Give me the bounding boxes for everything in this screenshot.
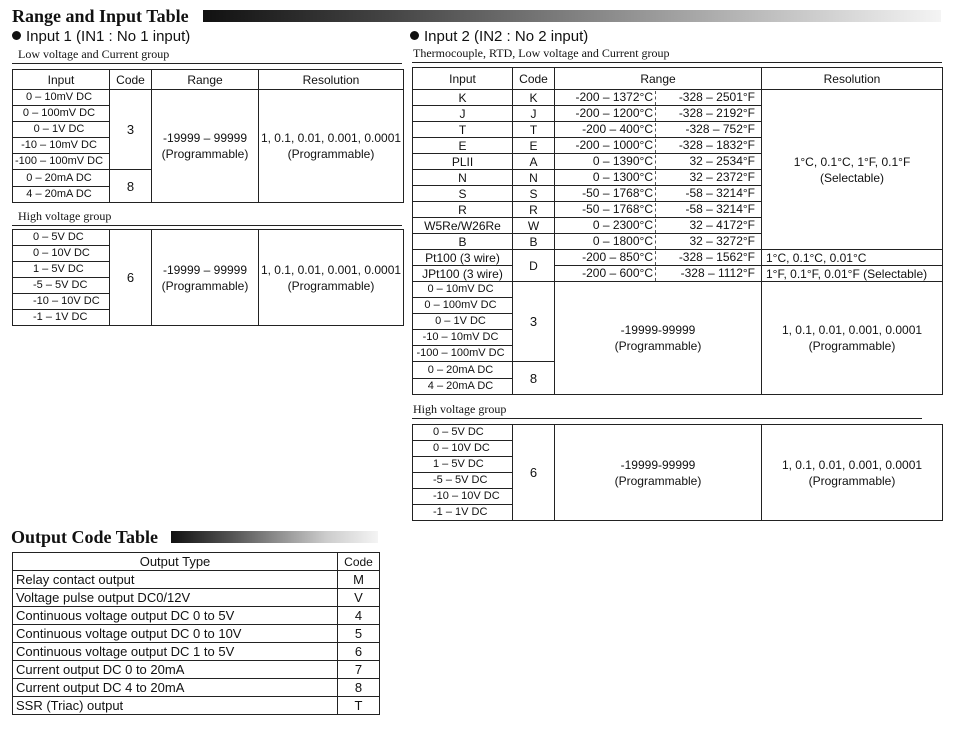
code-cell: 3 xyxy=(110,90,152,170)
code-cell: V xyxy=(338,589,380,607)
input-item: 0 – 1V DC xyxy=(13,122,109,138)
code-cell: 7 xyxy=(338,661,380,679)
input1-heading: Input 1 (IN1 : No 1 input) xyxy=(12,28,190,46)
input-item: 0 – 20mA DC xyxy=(13,171,109,187)
bullet-icon xyxy=(410,31,419,40)
input-item: -10 – 10mV DC xyxy=(413,330,512,346)
input-cell: N xyxy=(413,170,513,186)
code-cell: S xyxy=(513,186,555,202)
range-cell: 0 – 1300°C 32 – 2372°F xyxy=(555,170,762,186)
col-header-code: Code xyxy=(513,68,555,90)
range-cell: 0 – 1800°C 32 – 3272°F xyxy=(555,234,762,250)
code-cell: M xyxy=(338,571,380,589)
input-item: 4 – 20mA DC xyxy=(26,187,92,200)
code-cell: N xyxy=(513,170,555,186)
output-type-cell: Voltage pulse output DC0/12V xyxy=(13,589,338,607)
input-item: 1 – 5V DC xyxy=(13,262,109,278)
input1-high-table xyxy=(12,229,404,326)
output-type-cell: Current output DC 4 to 20mA xyxy=(13,679,338,697)
output-type-cell: SSR (Triac) output xyxy=(13,697,338,715)
code-cell: E xyxy=(513,138,555,154)
resolution-cell: 1, 0.1, 0.01, 0.001, 0.0001 (Programmable) xyxy=(762,282,943,395)
input2-low-table xyxy=(412,67,943,395)
col-header-range: Range xyxy=(152,70,259,90)
range-cell: -19999-99999 (Programmable) xyxy=(555,282,762,395)
input-item: -1 – 1V DC xyxy=(33,311,88,323)
code-cell: T xyxy=(513,122,555,138)
table-row xyxy=(13,625,380,643)
input-item: -100 – 100mV DC xyxy=(416,347,505,359)
code-cell: W xyxy=(513,218,555,234)
table-row xyxy=(413,250,943,266)
resolution-cell: 1°F, 0.1°F, 0.01°F (Selectable) xyxy=(762,266,943,282)
input-item: 0 – 10mV DC xyxy=(13,90,109,106)
range-table-title: Range and Input Table xyxy=(12,6,189,26)
col-header-code: Code xyxy=(110,70,152,90)
input-cell: S xyxy=(413,186,513,202)
divider xyxy=(412,62,942,63)
input-item: 0 – 5V DC xyxy=(13,230,109,246)
bullet-icon xyxy=(12,31,21,40)
table-row xyxy=(413,266,943,282)
range-cell: -200 – 600°C -328 – 1112°F xyxy=(555,266,762,282)
input-cell: PLII xyxy=(413,154,513,170)
col-header-input: Input xyxy=(413,68,513,90)
input-list xyxy=(13,230,110,326)
input-cell: K xyxy=(413,90,513,106)
input-list xyxy=(413,425,513,521)
input2-heading: Input 2 (IN2 : No 2 input) xyxy=(410,28,588,46)
code-cell: R xyxy=(513,202,555,218)
range-cell: -200 – 1372°C -328 – 2501°F xyxy=(555,90,762,106)
resolution-cell: 1, 0.1, 0.01, 0.001, 0.0001 (Programmable) xyxy=(762,425,943,521)
input-item: -10 – 10V DC xyxy=(13,294,109,310)
input-cell: R xyxy=(413,202,513,218)
table-row xyxy=(13,679,380,697)
table-row xyxy=(13,661,380,679)
range-cell: -200 – 850°C -328 – 1562°F xyxy=(555,250,762,266)
code-cell: K xyxy=(513,90,555,106)
output-type-cell: Continuous voltage output DC 1 to 5V xyxy=(13,643,338,661)
code-cell: 8 xyxy=(513,362,555,395)
output-type-cell: Continuous voltage output DC 0 to 10V xyxy=(13,625,338,643)
input2-high-table xyxy=(412,424,943,521)
input1-low-table xyxy=(12,69,404,203)
input1-low-group-label: Low voltage and Current group xyxy=(18,47,170,61)
range-cell: 0 – 2300°C 32 – 4172°F xyxy=(555,218,762,234)
code-cell: 4 xyxy=(338,607,380,625)
input2-high-group-label: High voltage group xyxy=(413,402,507,416)
range-cell: -50 – 1768°C -58 – 3214°F xyxy=(555,202,762,218)
input-cell: B xyxy=(413,234,513,250)
input-cell: E xyxy=(413,138,513,154)
input-cell: T xyxy=(413,122,513,138)
divider xyxy=(412,418,922,419)
table-row xyxy=(413,90,943,106)
title-gradient-bar xyxy=(203,10,941,22)
range-cell: -19999-99999 (Programmable) xyxy=(555,425,762,521)
output-type-cell: Continuous voltage output DC 0 to 5V xyxy=(13,607,338,625)
code-cell: 8 xyxy=(110,170,152,203)
range-cell: -200 – 400°C -328 – 752°F xyxy=(555,122,762,138)
table-row xyxy=(13,643,380,661)
code-cell: 8 xyxy=(338,679,380,697)
code-cell: A xyxy=(513,154,555,170)
divider xyxy=(12,225,402,226)
col-header-resolution: Resolution xyxy=(762,68,943,90)
input-item: 0 – 10V DC xyxy=(413,441,512,457)
input-item: 1 – 5V DC xyxy=(413,457,512,473)
code-cell: 5 xyxy=(338,625,380,643)
code-cell: 6 xyxy=(110,230,152,326)
code-cell: D xyxy=(513,250,555,282)
table-row xyxy=(13,697,380,715)
output-code-table xyxy=(12,552,380,715)
input-cell: Pt100 (3 wire) xyxy=(413,250,513,266)
input2-low-group-label: Thermocouple, RTD, Low voltage and Current group xyxy=(413,46,670,60)
input-cell: J xyxy=(413,106,513,122)
input-cell: W5Re/W26Re xyxy=(413,218,513,234)
input-list xyxy=(13,90,110,170)
input-item: -5 – 5V DC xyxy=(413,473,512,489)
input-item: -100 – 100mV DC xyxy=(14,155,104,167)
range-cell: -50 – 1768°C -58 – 3214°F xyxy=(555,186,762,202)
input-item: -10 – 10V DC xyxy=(413,489,512,505)
code-cell: 6 xyxy=(513,425,555,521)
input-item: 0 – 10V DC xyxy=(13,246,109,262)
input-list xyxy=(13,170,110,203)
resolution-cell: 1°C, 0.1°C, 1°F, 0.1°F (Selectable) xyxy=(762,90,943,250)
input-item: 0 – 1V DC xyxy=(413,314,512,330)
range-cell: -19999 – 99999 (Programmable) xyxy=(152,230,259,326)
code-cell: J xyxy=(513,106,555,122)
resolution-cell: 1, 0.1, 0.01, 0.001, 0.0001 (Programmable) xyxy=(259,230,404,326)
resolution-cell: 1°C, 0.1°C, 0.01°C xyxy=(762,250,943,266)
input-cell: JPt100 (3 wire) xyxy=(413,266,513,282)
code-cell: B xyxy=(513,234,555,250)
input-item: 0 – 100mV DC xyxy=(13,106,109,122)
input-list xyxy=(413,282,513,362)
table-row xyxy=(13,607,380,625)
col-header-output-type: Output Type xyxy=(13,553,338,571)
output-type-cell: Relay contact output xyxy=(13,571,338,589)
col-header-code: Code xyxy=(338,553,380,571)
input-item: 0 – 5V DC xyxy=(413,425,512,441)
range-cell: 0 – 1390°C 32 – 2534°F xyxy=(555,154,762,170)
col-header-resolution: Resolution xyxy=(259,70,404,90)
title-gradient-bar xyxy=(171,531,378,543)
col-header-range: Range xyxy=(555,68,762,90)
divider xyxy=(12,63,402,64)
input-item: 0 – 10mV DC xyxy=(413,282,512,298)
range-cell: -19999 – 99999 (Programmable) xyxy=(152,90,259,203)
range-cell: -200 – 1000°C -328 – 1832°F xyxy=(555,138,762,154)
code-cell: 6 xyxy=(338,643,380,661)
table-row xyxy=(13,589,380,607)
code-cell: 3 xyxy=(513,282,555,362)
resolution-cell: 1, 0.1, 0.01, 0.001, 0.0001 (Programmable) xyxy=(259,90,404,203)
input-item: 0 – 20mA DC xyxy=(413,363,512,379)
input-list xyxy=(413,362,513,395)
input-item: 4 – 20mA DC xyxy=(427,379,494,392)
code-cell: T xyxy=(338,697,380,715)
input-item: 0 – 100mV DC xyxy=(413,298,512,314)
input-item: -1 – 1V DC xyxy=(433,506,488,518)
table-row xyxy=(13,571,380,589)
input-item: -10 – 10mV DC xyxy=(13,138,109,154)
output-type-cell: Current output DC 0 to 20mA xyxy=(13,661,338,679)
output-table-title: Output Code Table xyxy=(11,527,159,547)
range-cell: -200 – 1200°C -328 – 2192°F xyxy=(555,106,762,122)
col-header-input: Input xyxy=(13,70,110,90)
input-item: -5 – 5V DC xyxy=(13,278,109,294)
input1-high-group-label: High voltage group xyxy=(18,209,112,223)
